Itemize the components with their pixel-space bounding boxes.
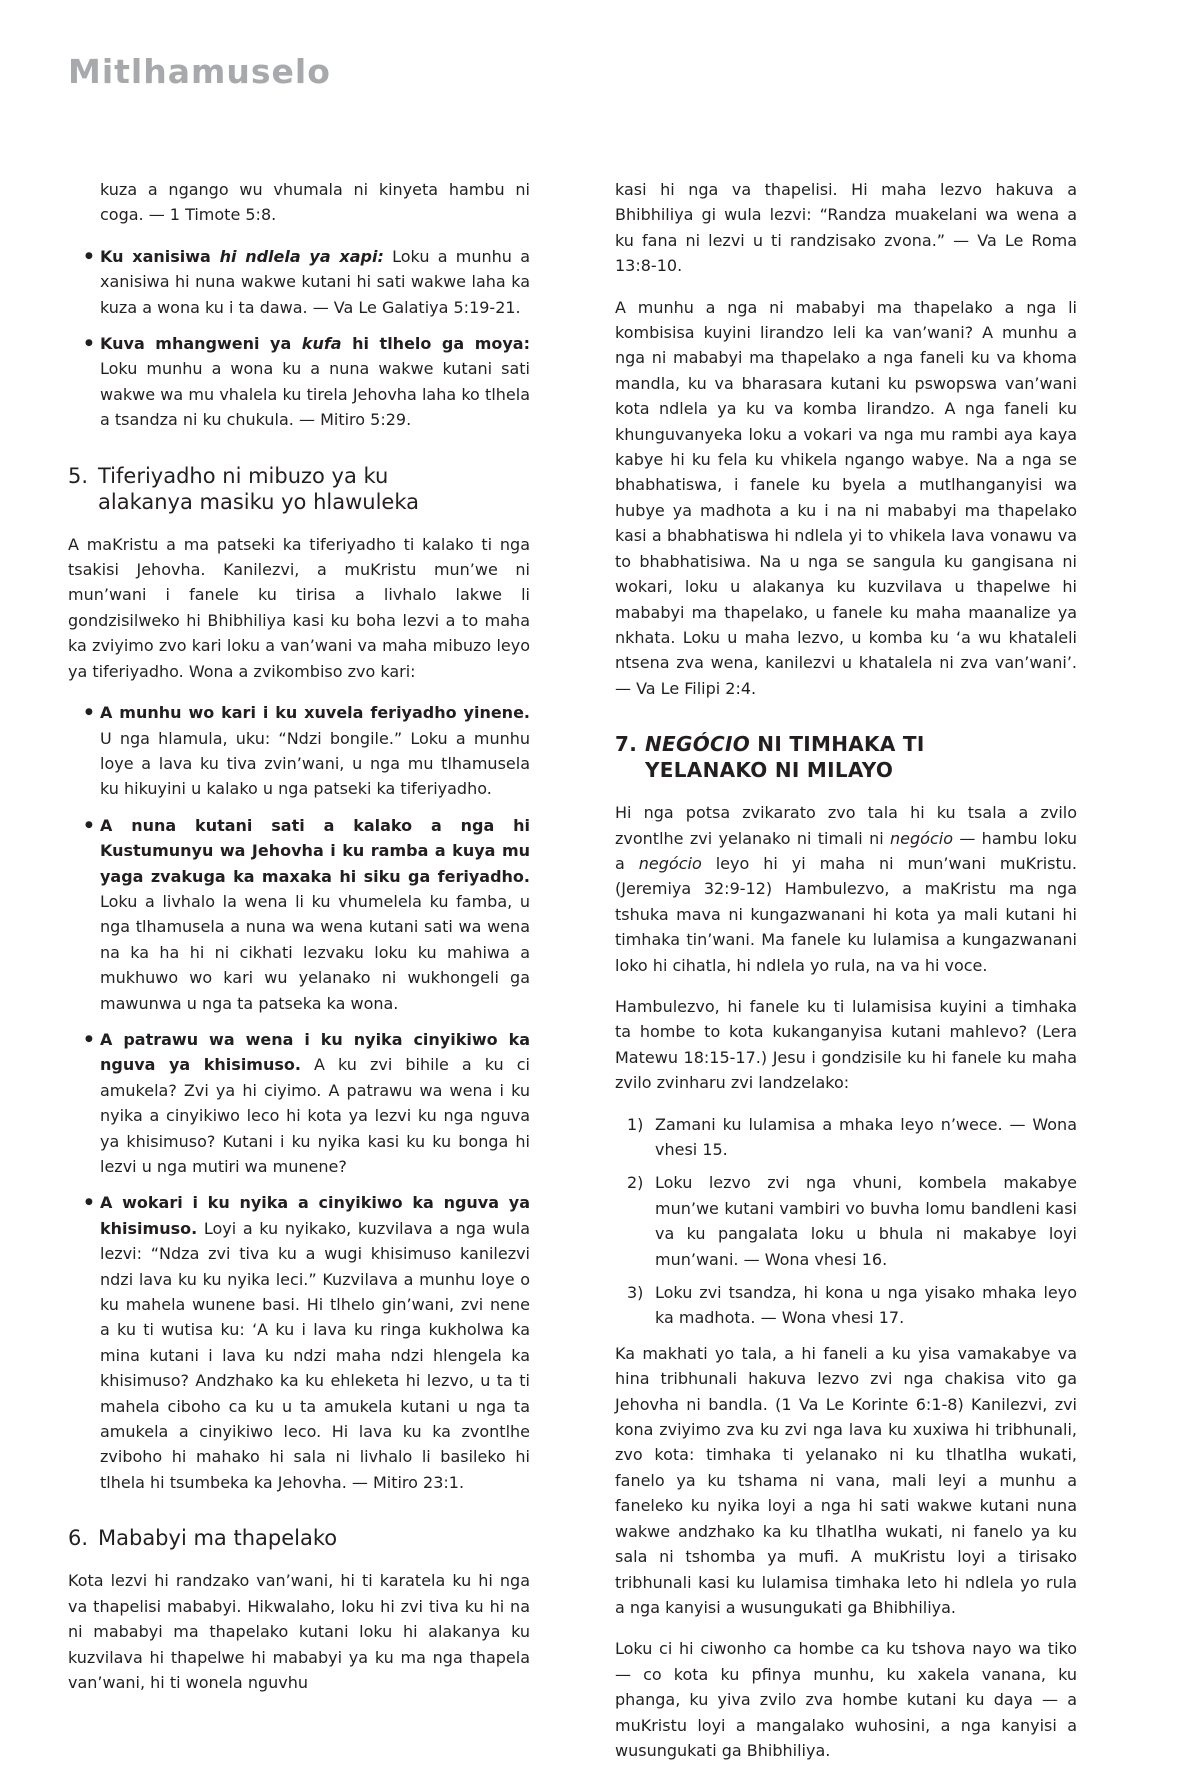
bullet-text: A ku zvi bihile a ku ci amukela? Zvi ya hi ciyimo. A patrawu wa wena i ku nyika a cinyikiwo leco hi kota ya lezvi ku nga nguva ya khisimuso? Kutani i ku nyika kasi ku ku bonga hi lezvi u nga mutiri wa munene? <box>100 1055 530 1176</box>
numbered-steps-list <box>615 1112 1077 1331</box>
bullet-lead: Ku xanisiwa hi ndlela ya xapi: <box>100 246 384 266</box>
right-column <box>615 177 1077 1779</box>
bullet-text: Loku a munhu a xanisiwa hi nuna wakwe kutani hi sati wakwe laha ka kuza a wona ku i ta dawa. — Va Le Galatiya 5:19-21. <box>100 246 531 317</box>
section-7-paragraph-1: Hi nga potsa zvikarato zvo tala hi ku tsala a zvilo zvontlhe zvi yelanako ni timali ni negócio — hambu loku a negócio leyo hi yi maha ni mun’wani muKristu. (Jeremiya 32:9-12) Hambulezvo, a maKristu ma nga tshuka mava ni kungazwanani hi kota ya mali kutani hi timhaka tin’wani. Ma fanele ku lulamisa a kungazwanani loko hi cihatla, hi ndlela yo rula, na va hi voce. <box>615 803 1078 975</box>
section-6-paragraph-2: A munhu a nga ni mababyi ma thapelako a nga li kombisisa kuyini lirandzo leli ka van’wani? A munhu a nga ni mababyi ma thapelako a nga faneli ku va khoma mandla, ku va bharasara kutani ku pswopswa van’wani kota ndlela ya ku va komba lirandzo. A nga faneli ku khunguvanyeka loku a vokari va nga mu rambi aya kaya kabye hi ku fela ku vhikela ngango wabye. Na a nga se bhabhatiswa, i fanele ku byela a mutlhanganyisi wa hubye ya madhota a ku i na ni mababyi ma thapelako kasi a bhabhatiswa hi ndlela yi to vhikela lava vonawu va to bhabhatisiwa. Na u nga se sangula ku gangisana ni wokari, loku u alakanya ku kuzvilava u thapelwe hi mababyi ma thapelako, u fanele ku maha maanalize ya nkhata. Loku u maha lezvo, u komba ku ‘a wu khataleli ntsena zva wena, kanilezvi u khatalela ni zva van’wani’. — Va Le Filipi 2:4. <box>615 297 1077 698</box>
section-5-paragraph: A maKristu a ma patseki ka tiferiyadho ti kalako ti nga tsakisi Jehovha. Kanilezvi, a muKristu mun’we ni mun’wani i fanele ku tirisa a livhalo lakwe li gondzisilweko hi Bhibhiliya kasi ku boha lezvi a to maha ka zviyimo zvo kari loku a van’wani va maha mibuzo leyo ya tiferiyadho. Wona a zvikombiso zvo kari: <box>68 534 530 681</box>
section-title-italic-word: NEGÓCIO <box>645 732 751 757</box>
step-number: 1) <box>627 1114 644 1134</box>
bullet-text: Loku a livhalo la wena li ku vhumelela ku famba, u nga tlhamusela a nuna wa wena kutani sati wa wena na ka ha hi ni cikhati lezvaku loku ku mahiwa a mukhuwo wo kari wu yelanako ni wukhongeli ga mawunwa u nga ta patseka ka wona. <box>100 891 530 1013</box>
bullet-text: Loyi a ku nyikako, kuzvilava a nga wula lezvi: “Ndza zvi tiva ku a wugi khisimuso kanilezvi ndzi lava ku ku nyika leci.” Kuzvilava a munhu loye o ku mahela wunene basi. Hi tlhelo gin’wani, zvi nene a ku ti wutisa ku: ‘A ku i lava ku ringa kukholwa ka mina kutani i lava ku ndzi maha ndzi hlengela ka khisimuso? Andzhako ka ku ehleketa hi lezvo, u ta ti mahela ciboho ca ku u ta amukela kutani u nga ta amukela a cinyikiwo leco. Hi lava ku ka zvontlhe zviboho hi mahako hi sala ni livhalo li basileko hi tlhela hi tsumbeka ka Jehovha. — Mitiro 23:1. <box>100 1218 530 1492</box>
section-7-heading <box>615 731 1077 783</box>
step-text: Loku lezvo zvi nga vhuni, kombela makabye mun’we kutani vambiri vo buvha lomu bandleni kasi va ku pangalata loku u bhula ni makabye loyi mun’wani. — Wona vhesi 16. <box>655 1173 1077 1269</box>
bullet-lead: A nuna kutani sati a kalako a nga hi Kustumunyu wa Jehovha i ku ramba a kuya mu yaga zvakuga ka maxaka hi siku ga feriyadho. <box>100 815 530 886</box>
bullet-text: Loku munhu a wona ku a nuna wakwe kutani sati wakwe wa mu vhalela ku tirela Jehovha laha ko tlhela a tsandza ni ku chukula. — Mitiro 5:29. <box>100 359 530 430</box>
bullet-item <box>68 1190 530 1495</box>
bullet-item <box>68 244 530 320</box>
section-title-line1: Tiferiyadho ni mibuzo ya ku <box>98 463 389 488</box>
bullet-lead: A patrawu wa wena i ku nyika cinyikiwo ka nguva ya khisimuso. <box>100 1029 530 1075</box>
section-number: 6. <box>68 1526 89 1551</box>
step-item <box>615 1112 1077 1163</box>
bullet-item <box>68 813 530 1016</box>
section-6-continuation-paragraph: kasi hi nga va thapelisi. Hi maha lezvo hakuva a Bhibhiliya gi wula lezvi: “Randza muakelani wa wena a ku fana ni lezvi u ti randzisako zvona.” — Va Le Roma 13:8-10. <box>615 180 1077 276</box>
section-title-line2: YELANAKO NI MILAYO <box>645 758 894 783</box>
bullet-list-holidays <box>68 700 530 1495</box>
step-text: Zamani ku lulamisa a mhaka leyo n’wece. — Wona vhesi 15. <box>655 1114 1077 1159</box>
bullet-lead: A wokari i ku nyika a cinyikiwo ka nguva ya khisimuso. <box>100 1193 530 1238</box>
bullet-item <box>68 700 530 802</box>
section-6-heading <box>68 1525 530 1551</box>
intro-continuation-paragraph: kuza a ngango wu vhumala ni kinyeta hambu ni coga. — 1 Timote 5:8. <box>100 180 530 225</box>
running-header-title: Mitlhamuselo <box>68 52 331 91</box>
section-7-paragraph-2: Hambulezvo, hi fanele ku ti lulamisisa kuyini a timhaka ta hombe to kota kukanganyisa kutani mahlevo? (Lera Matewu 18:15-17.) Jesu i gondzisile ku hi fanele ku maha zvilo zvinharu zvi landzelako: <box>615 996 1077 1093</box>
section-5-heading <box>68 463 530 515</box>
left-column <box>68 177 530 1711</box>
step-item <box>615 1170 1077 1272</box>
section-7-paragraph-4: Loku ci hi ciwonho ca hombe ca ku tshova nayo wa tiko — co kota ku pfinya munhu, ku xakela vanana, ku phanga, ku yiva zvilo zva hombe kutani ku daya — a muKristu loyi a mangalako wuhosini, a nga kanyisi a wusungukati ga Bhibhiliya. <box>615 1639 1077 1760</box>
step-number: 2) <box>627 1173 644 1193</box>
bullet-lead: A munhu wo kari i ku xuvela feriyadho yinene. <box>100 703 530 723</box>
section-7-paragraph-3: Ka makhati yo tala, a hi faneli a ku yisa vamakabye va hina tribhunali hakuva lezvo zvi nga chakisa vito ga Jehovha ni bandla. (1 Va Le Korinte 6:1-8) Kanilezvi, zvi kona zviyimo zva ku zvi nga lava ku xuxiwa hi tribhunali, zvo kota: timhaka ti yelanako ni ku tlhatlha wukati, fanelo ya ku tshama ni vana, mali leyi a munhu a faneleko ku nyika loyi a nga hi sati wakwe kutani nuna wakwe andzhako ka ku tlhatlha wukati, ni fanelo ya ku sala ni tshomba ya mufi. A muKristu loyi a tirisako tribhunali kasi ku lulamisa timhaka leto hi ndlela yo rula a nga kanyisi a wusungukati ga Bhibhiliya. <box>615 1343 1077 1617</box>
section-title-line1: NI TIMHAKA TI <box>750 732 925 757</box>
section-6-paragraph: Kota lezvi hi randzako van’wani, hi ti karatela ku hi nga va thapelisi mababyi. Hikwalaho, loku hi zvi tiva ku hi na ni mababyi ma thapelako kutani loku hi alakanya ku kuzvilava hi thapelwe hi mababyi ya ku ma nga thapela van’wani, hi ti wonela nguvhu <box>68 1571 530 1692</box>
section-number: 5. <box>68 463 89 488</box>
section-number: 7. <box>615 732 638 757</box>
bullet-item <box>68 331 530 433</box>
step-text: Loku zvi tsandza, hi kona u nga yisako mhaka leyo ka madhota. — Wona vhesi 17. <box>655 1283 1077 1328</box>
step-item <box>615 1280 1077 1331</box>
section-title: Mababyi ma thapelako <box>98 1526 338 1551</box>
bullet-lead: Kuva mhangweni ya kufa hi tlhelo ga moya: <box>100 334 531 354</box>
bullet-item <box>68 1027 530 1179</box>
bullet-text: U nga hlamula, uku: “Ndzi bongile.” Loku a munhu loye a lava ku tiva zvin’wani, u nga mu tlhamusela ku hikuyini u kalako u nga patseki ka tiferiyadho. <box>100 728 530 799</box>
section-title-line2: alakanya masiku yo hlawuleka <box>98 489 419 514</box>
step-number: 3) <box>627 1283 644 1303</box>
bullet-list-persecution <box>68 244 530 433</box>
